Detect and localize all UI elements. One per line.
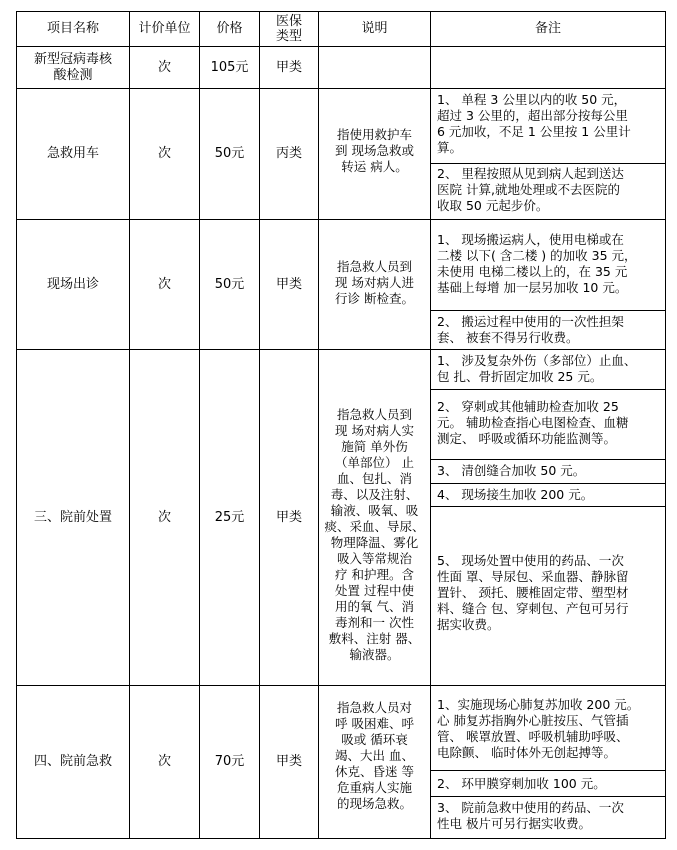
- row-note: 5、 现场处置中使用的药品、一次 性面 罩、导尿包、采血器、静脉留 置针、 颈托、腰椎固定带、塑型材 料、缝合 包、穿刺包、产包可另行 据实收费。: [437, 553, 629, 632]
- table-rule: [431, 506, 666, 507]
- table-rule: [431, 163, 666, 164]
- row-insurance: 甲类: [275, 276, 302, 292]
- row-description: 指使用救护车 到 现场急救或 转运 病人。: [335, 127, 414, 174]
- row-note: 1、 涉及复杂外伤（多部位）止血、 包 扎、骨折固定加收 25 元。: [437, 353, 637, 384]
- row-item-name: 四、院前急救: [33, 754, 112, 769]
- row-price: 25元: [214, 509, 245, 525]
- row-unit: 次: [157, 276, 171, 292]
- table-rule: [431, 796, 666, 797]
- row-insurance: 甲类: [275, 509, 302, 525]
- table-rule: [431, 310, 666, 311]
- row-note: 3、 院前急救中使用的药品、一次 性电 极片可另行据实收费。: [437, 800, 624, 831]
- row-description: 指急救人员对 呼 吸困难、呼 吸或 循环衰 竭、大出 血、 休克、昏迷 等 危重病人实施 的现场急救。: [335, 700, 414, 811]
- table-rule: [431, 770, 666, 771]
- row-note: 1、 单程 3 公里以内的收 50 元， 超过 3 公里的，超出部分按每公里 6 元加收，不足 1 公里按 1 公里计 算。: [437, 92, 631, 155]
- row-unit: 次: [157, 754, 171, 769]
- row-unit: 次: [157, 59, 171, 75]
- row-item-name: 三、院前处置: [33, 509, 112, 525]
- row-note: 3、 清创缝合加收 50 元。: [437, 463, 586, 478]
- row-item-name: 新型冠病毒核 酸检测: [33, 51, 112, 83]
- table-rule: [431, 483, 666, 484]
- row-insurance: 甲类: [275, 754, 302, 769]
- row-note: 2、 里程按照从见到病人起到送达 医院 计算,就地处理或不去医院的 收取 50 元起步价。: [437, 166, 624, 213]
- row-note: 1、实施现场心肺复苏加收 200 元。 心 肺复苏指胸外心脏按压、气管插 管、 喉罩放置、呼吸机辅助呼吸、 电除颤、 临时体外无创起搏等。: [437, 697, 640, 760]
- row-item-name: 现场出诊: [46, 276, 99, 292]
- row-description: 指急救人员到 现 场对病人进 行诊 断检查。: [335, 259, 414, 306]
- header-price: 价格: [216, 21, 243, 36]
- row-price: 50元: [214, 146, 245, 161]
- row-item-name: 急救用车: [46, 146, 99, 161]
- header-insurance: 医保 类型: [275, 14, 302, 44]
- row-note: 1、 现场搬运病人，使用电梯或在 二楼 以下( 含二楼 ) 的加收 35 元， 未使用 电梯二楼以上的，在 35 元 基础上每增 加一层另加收 10 元。: [437, 232, 637, 295]
- row-note: 2、 搬运过程中使用的一次性担架 套、 被套不得另行收费。: [437, 314, 624, 345]
- header-remarks: 备注: [534, 21, 561, 36]
- row-insurance: 甲类: [275, 59, 302, 75]
- row-note: 2、 环甲膜穿刺加收 100 元。: [437, 776, 606, 791]
- row-price: 70元: [214, 754, 245, 769]
- table-rule: [431, 389, 666, 390]
- row-description: 指急救人员到 现 场对病人实 施简 单外伤 （单部位） 止 血、包扎、消 毒、以及注射、 输液、吸氧、吸 痰、采血、导尿、 物理降温、雾化 吸入等常规治 疗 和护理。含 处置 过程中使 用的氧 气、消 毒剂和一 次性 敷料、注射 器、 输液器。: [324, 407, 425, 662]
- table-rule: [665, 11, 666, 839]
- row-price: 105元: [210, 59, 249, 75]
- row-price: 50元: [214, 276, 245, 292]
- header-unit: 计价单位: [138, 21, 191, 36]
- header-name: 项目名称: [46, 21, 99, 36]
- table-rule: [16, 838, 666, 839]
- table-rule: [431, 459, 666, 460]
- row-unit: 次: [157, 509, 171, 525]
- row-note: 4、 现场接生加收 200 元。: [437, 487, 594, 502]
- header-description: 说明: [361, 21, 388, 36]
- row-unit: 次: [157, 146, 171, 161]
- row-note: 2、 穿刺或其他辅助检查加收 25 元。 辅助检查指心电图检查、血糖 测定、 呼吸或循环功能监测等。: [437, 399, 629, 446]
- row-insurance: 丙类: [275, 146, 302, 161]
